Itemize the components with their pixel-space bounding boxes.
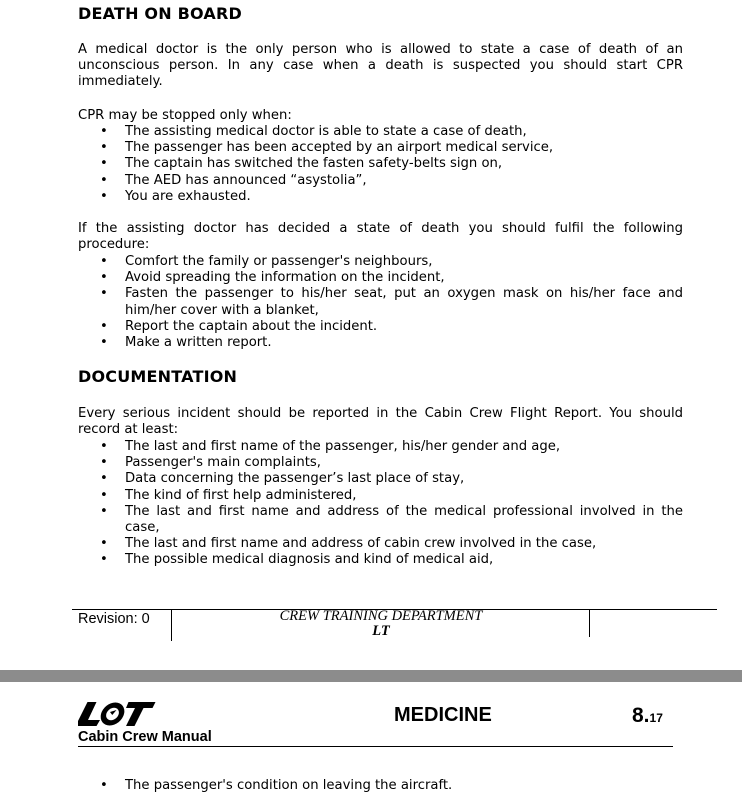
- death-intro-paragraph: A medical doctor is the only person who is allowed to state a case of death of an unconscious person. In any case when a death is suspected you should start CPR immediately.: [78, 42, 683, 90]
- page-number-major: 8.: [632, 704, 650, 727]
- list-item: • Make a written report.: [78, 335, 683, 351]
- department-name: CREW TRAINING DEPARTMENT: [279, 608, 483, 624]
- list-item: • Data concerning the passenger’s last place of stay,: [78, 471, 683, 487]
- list-item: • The assisting medical doctor is able to state a case of death,: [78, 124, 683, 140]
- cpr-stop-list: [78, 124, 683, 205]
- department-code: LT: [372, 623, 390, 639]
- list-item: • The last and first name of the passenger, his/her gender and age,: [78, 439, 683, 455]
- section-title: MEDICINE: [394, 704, 492, 726]
- list-item: • The passenger's condition on leaving the aircraft.: [78, 778, 683, 794]
- list-item: • The last and first name and address of cabin crew involved in the case,: [78, 536, 683, 552]
- page-number: [632, 704, 663, 728]
- lot-logo: [78, 700, 160, 732]
- footer-department: [172, 609, 590, 639]
- documentation-intro-paragraph: Every serious incident should be reported in the Cabin Crew Flight Report. You should record at least:: [78, 406, 683, 438]
- page-number-minor: 17: [649, 711, 663, 725]
- list-item: • Report the captain about the incident.: [78, 319, 683, 335]
- heading-documentation: DOCUMENTATION: [78, 367, 238, 386]
- list-item: • The passenger has been accepted by an airport medical service,: [78, 140, 683, 156]
- list-item: • The captain has switched the fasten safety-belts sign on,: [78, 156, 683, 172]
- procedure-list: [78, 254, 683, 351]
- list-item: • The kind of first help administered,: [78, 488, 683, 504]
- continued-list: [78, 778, 683, 794]
- list-item: • Fasten the passenger to his/her seat, put an oxygen mask on his/her face and him/her cover with a blanket,: [78, 286, 683, 318]
- list-item: • The last and first name and address of the medical professional involved in the case,: [78, 504, 683, 536]
- page-separator: [0, 670, 742, 682]
- list-item: • You are exhausted.: [78, 189, 683, 205]
- list-item: • The AED has announced “asystolia”,: [78, 173, 683, 189]
- manual-title: Cabin Crew Manual: [78, 729, 212, 745]
- list-item: • The possible medical diagnosis and kind of medical aid,: [78, 552, 683, 568]
- cpr-stop-label: CPR may be stopped only when:: [78, 108, 292, 123]
- header-rule: [78, 746, 673, 747]
- list-item: • Passenger's main complaints,: [78, 455, 683, 471]
- revision-label: Revision: 0: [78, 611, 150, 627]
- lot-logo-icon: [78, 700, 160, 728]
- procedure-label: If the assisting doctor has decided a state of death you should fulfil the following procedure:: [78, 221, 683, 253]
- documentation-list: [78, 439, 683, 569]
- heading-death-on-board: DEATH ON BOARD: [78, 4, 242, 23]
- list-item: • Avoid spreading the information on the incident,: [78, 270, 683, 286]
- list-item: • Comfort the family or passenger's neighbours,: [78, 254, 683, 270]
